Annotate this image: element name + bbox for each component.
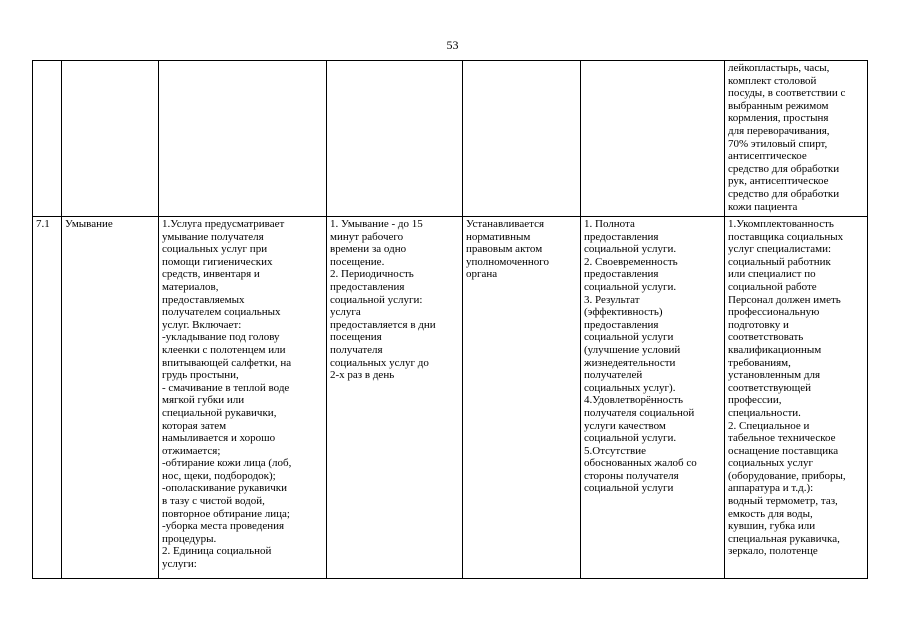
table-row — [33, 217, 868, 579]
table-cell-number — [33, 61, 62, 217]
table-row — [33, 61, 868, 217]
table-cell-quality: 1. Полнота предоставления социальной услуги. 2. Своевременность предоставления социальной услуги. 3. Результат (эффективность) предоставления социальной услуги (улучшение условий жизнедеятельности получателей социальных услуг). 4.Удовлетворённость получателя социальной услуги качеством социальной услуги. 5.Отсутствие обоснованных жалоб со стороны получателя социальной услуги — [581, 217, 725, 579]
table-cell-number: 7.1 — [33, 217, 62, 579]
table-cell-conditions: лейкопластырь, часы, комплект столовой посуды, в соответствии с выбранным режимом кормления, простыня для переворачивания, 70% этиловый спирт, антисептическое средство для обработки рук, антисептическое средство для обработки кожи пациента — [725, 61, 868, 217]
table-cell-service-name — [62, 61, 159, 217]
services-table — [32, 60, 868, 579]
table-cell-conditions: 1.Укомплектованность поставщика социальных услуг специалистами: социальный работник или специалист по социальной работе Персонал должен иметь профессиональную подготовку и соответствовать квалификационным требованиям, установленным для соответствующей профессии, специальности. 2. Специальное и табельное техническое оснащение поставщика социальных услуг (оборудование, приборы, аппаратура и т.д.): водный термометр, таз, емкость для воды, кувшин, губка или специальная рукавичка, зеркало, полотенце — [725, 217, 868, 579]
table-cell-quality — [581, 61, 725, 217]
table-cell-volume — [327, 61, 463, 217]
table-cell-tariff: Устанавливается нормативным правовым актом уполномоченного органа — [463, 217, 581, 579]
table-cell-service-name: Умывание — [62, 217, 159, 579]
table-cell-description: 1.Услуга предусматривает умывание получателя социальных услуг при помощи гигиенических средств, инвентаря и материалов, предоставляемых получателем социальных услуг. Включает: -укладывание под голову клеенки с полотенцем или впитывающей салфетки, на грудь простыни, - смачивание в теплой воде мягкой губки или специальной рукавички, которая затем намыливается и хорошо отжимается; -обтирание кожи лица (лоб, нос, щеки, подбородок); -ополаскивание рукавички в тазу с чистой водой, повторное обтирание лица; -уборка места проведения процедуры. 2. Единица социальной услуги: — [159, 217, 327, 579]
table-cell-tariff — [463, 61, 581, 217]
table-cell-description — [159, 61, 327, 217]
table-cell-volume: 1. Умывание - до 15 минут рабочего времени за одно посещение. 2. Периодичность предоставления социальной услуги: услуга предоставляется в дни посещения получателя социальных услуг до 2-х раз в день — [327, 217, 463, 579]
page-number: 53 — [446, 38, 459, 52]
